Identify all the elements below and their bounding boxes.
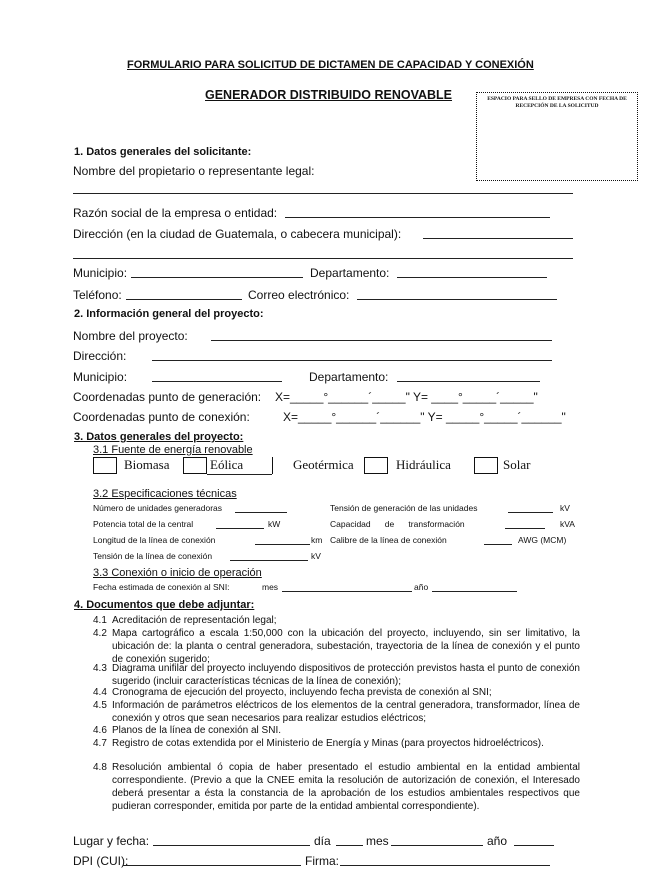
specs-heading: 3.2 Especificaciones técnicas: [93, 488, 237, 500]
spec-power-field[interactable]: [216, 528, 264, 529]
project-address-label: Dirección:: [73, 349, 127, 363]
section1-heading: 1. Datos generales del solicitante:: [74, 146, 252, 158]
biomasa-label: Biomasa: [124, 457, 170, 472]
spec-gen-voltage-field[interactable]: [508, 512, 553, 513]
hidraulica-checkbox[interactable]: [474, 457, 498, 474]
geotermica-label: Geotérmica: [293, 457, 354, 472]
owner-field[interactable]: [73, 193, 573, 194]
doc-item-number: 4.2: [93, 628, 107, 639]
day-field[interactable]: [336, 845, 363, 846]
doc-item-text: Cronograma de ejecución del proyecto, incluyendo fecha prevista de conexión al SNI;: [112, 687, 492, 698]
project-address-field[interactable]: [152, 360, 552, 361]
section3-heading-text: 3. Datos generales del proyecto:: [74, 431, 244, 443]
eolica-underline: [207, 474, 272, 475]
stamp-area: [476, 92, 638, 181]
project-department-label: Departamento:: [309, 370, 389, 384]
doc-item-number: 4.5: [93, 700, 107, 711]
hidraulica-label: Hidráulica: [396, 457, 451, 472]
section2-heading: 2. Información general del proyecto:: [74, 308, 264, 320]
address-field[interactable]: [423, 238, 573, 239]
project-name-label: Nombre del proyecto:: [73, 329, 188, 343]
doc-item-text: Diagrama unifilar del proyecto incluyendo dispositivos de protección previstos hasta el punto de conexión sugerido (incluir características técnicas de la línea de conexión);: [112, 663, 580, 687]
connection-month-label: mes: [262, 582, 279, 592]
connection-year-label: año: [414, 582, 429, 592]
doc-item-number: 4.1: [93, 615, 107, 626]
connection-date-label: Fecha estimada de conexión al SNI:: [93, 582, 230, 592]
doc-item-number: 4.4: [93, 687, 107, 698]
doc-item-text: Acreditación de representación legal;: [112, 615, 277, 626]
spec-gen-voltage-unit: kV: [560, 503, 570, 513]
spec-gen-voltage-label: Tensión de generación de las unidades: [330, 503, 478, 513]
spec-line-voltage-label: Tensión de la línea de conexión: [93, 551, 213, 561]
doc-item-text: Registro de cotas extendida por el Ministerio de Energía y Minas (para proyectos hidroeléctricos).: [112, 738, 544, 749]
gen-coords-field[interactable]: X=_____°______´_____" Y= ____°_____´_____": [275, 390, 538, 404]
spec-line-length-label: Longitud de la línea de conexión: [93, 535, 216, 545]
doc-item-text: Planos de la línea de conexión al SNI.: [112, 725, 281, 736]
energy-source-heading: 3.1 Fuente de energía renovable: [93, 444, 253, 456]
connection-year-field[interactable]: [432, 591, 517, 592]
address-field-line2[interactable]: [73, 258, 573, 259]
phone-label: Teléfono:: [73, 288, 122, 302]
section4-heading: [74, 599, 254, 611]
gen-coords-label: Coordenadas punto de generación:: [73, 390, 262, 404]
spec-power-unit: kW: [268, 519, 281, 529]
doc-item-number: 4.8: [93, 762, 107, 773]
eolica-checkbox[interactable]: [183, 457, 207, 474]
conn-coords-field[interactable]: X=_____°______´______" Y= _____°_____´______": [283, 410, 566, 424]
signature-field[interactable]: [340, 865, 550, 866]
solar-label: Solar: [503, 457, 531, 472]
spec-line-voltage-field[interactable]: [230, 560, 308, 561]
biomasa-checkbox[interactable]: [93, 457, 117, 474]
geotermica-checkbox[interactable]: [364, 457, 388, 474]
form-subtitle: GENERADOR DISTRIBUIDO RENOVABLE: [205, 88, 453, 102]
spec-units-label: Número de unidades generadoras: [93, 503, 223, 513]
year-label: año: [487, 834, 508, 848]
department-field[interactable]: [397, 277, 547, 278]
conn-coords-label: Coordenadas punto de conexión:: [73, 410, 250, 424]
place-date-field[interactable]: [153, 845, 310, 846]
month-field[interactable]: [391, 845, 483, 846]
form-title: FORMULARIO PARA SOLICITUD DE DICTAMEN DE CAPACIDAD Y CONEXIÓN: [127, 59, 534, 71]
connection-heading: [93, 567, 262, 579]
spec-line-voltage-unit: kV: [311, 551, 321, 561]
dpi-field[interactable]: [123, 865, 301, 866]
spec-power-label: Potencia total de la central: [93, 519, 194, 529]
place-date-label: Lugar y fecha:: [73, 834, 150, 848]
company-field[interactable]: [285, 217, 550, 218]
doc-item-number: 4.6: [93, 725, 107, 736]
eolica-box-edge: [272, 457, 273, 474]
stamp-text: ESPACIO PARA SELLO DE EMPRESA CON FECHA DE RECEPCIÓN DE LA SOLICITUD: [487, 96, 627, 109]
project-municipality-field[interactable]: [152, 381, 282, 382]
doc-item-text: Mapa cartográfico a escala 1:50,000 con la ubicación del proyecto, incluyendo, sin ser limitativo, la ubicación de: la planta o central generadora, subestación, trayectoria de la línea de conexión y el punto de conexión sugerido;: [112, 628, 580, 665]
email-field[interactable]: [357, 299, 557, 300]
spec-line-length-unit: km: [311, 535, 323, 545]
spec-gauge-unit: AWG (MCM): [518, 535, 567, 545]
address-label: Dirección (en la ciudad de Guatemala, o cabecera municipal):: [73, 227, 402, 241]
year-field[interactable]: [514, 845, 554, 846]
connection-month-field[interactable]: [282, 591, 412, 592]
connection-heading-text: 3.3 Conexión o inicio de operación: [93, 567, 262, 579]
eolica-label: Eólica: [210, 457, 244, 472]
email-label: Correo electrónico:: [248, 288, 350, 302]
doc-item-number: 4.7: [93, 738, 107, 749]
spec-gauge-field[interactable]: [484, 544, 512, 545]
municipality-label: Municipio:: [73, 266, 128, 280]
owner-label: Nombre del propietario o representante legal:: [73, 164, 315, 178]
company-label: Razón social de la empresa o entidad:: [73, 206, 278, 220]
spec-units-field[interactable]: [235, 512, 287, 513]
section4-heading-text: 4. Documentos que debe adjuntar:: [74, 599, 255, 611]
project-municipality-label: Municipio:: [73, 370, 128, 384]
phone-field[interactable]: [126, 299, 242, 300]
signature-label: Firma:: [305, 854, 339, 868]
doc-item-text: Información de parámetros eléctricos de los elementos de la central generadora, transformador, línea de conexión y otros que sean necesarios para realizar estudios eléctricos;: [112, 700, 580, 724]
dpi-label: DPI (CUI):: [73, 854, 129, 868]
spec-gauge-label: Calibre de la línea de conexión: [330, 535, 447, 545]
project-department-field[interactable]: [397, 381, 540, 382]
spec-transformer-label: Capacidad de transformación: [330, 519, 465, 529]
section3-heading: [74, 431, 243, 443]
project-name-field[interactable]: [211, 340, 552, 341]
spec-transformer-unit: kVA: [560, 519, 575, 529]
spec-line-length-field[interactable]: [255, 544, 310, 545]
doc-item-text: Resolución ambiental ó copia de haber presentado el estudio ambiental en la entidad ambiental correspondiente. (Previo a que la CNEE emita la resolución de autorización de conexión, el Interesado deberá presentar a ésta la constancia de la aprobación de los estudios ambientales respectivos que pudieran corresponder, emitida por parte de la entidad ambiental correspondiente).: [112, 762, 580, 812]
spec-transformer-field[interactable]: [505, 528, 545, 529]
day-label: día: [314, 834, 331, 848]
doc-item-number: 4.3: [93, 663, 107, 674]
month-label: mes: [366, 834, 389, 848]
municipality-field[interactable]: [131, 277, 303, 278]
department-label: Departamento:: [310, 266, 390, 280]
